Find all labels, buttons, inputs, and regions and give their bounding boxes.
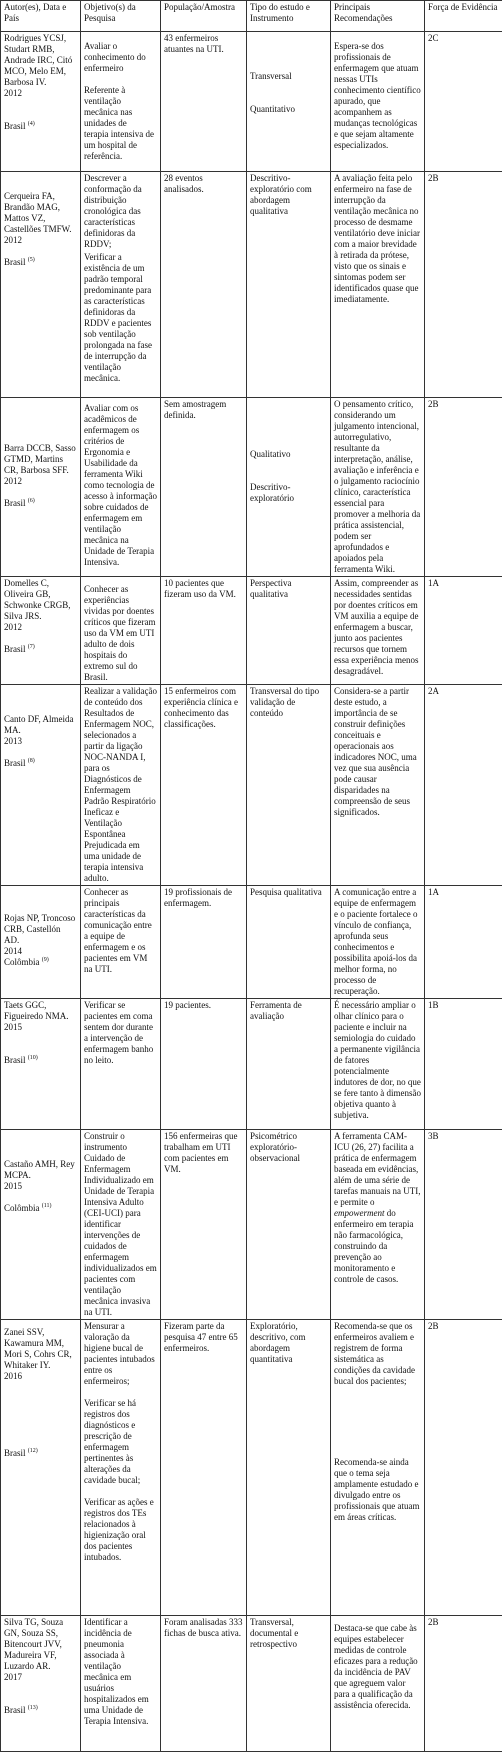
population-cell: Fizeram parte da pesquisa 47 entre 65 enfermeiros. — [161, 1320, 247, 1616]
recommendations-cell: Recomenda-se que os enfermeiros avaliem e registrem de forma sistemática as condições da cavidade bucal dos pacientes; Recomenda-se ainda que o tema seja amplamente estudado e divulgado entre os profissionais que atuam em áreas críticas. — [331, 1320, 425, 1616]
author-cell: Canto DF, Almeida MA. 2013 Brasil $^{(8)}$ — [1, 685, 81, 886]
type-cell: Ferramenta de avaliação — [247, 999, 331, 1130]
recommendations-cell: O pensamento crítico, considerando um julgamento intencional, autorregulativo, resultante da interpretação, análise, avaliação e inferência e o julgamento raciocínio clínico, característica essencial para promover a melhoria da prática assistencial, podem ser aprofundados e apoiados pela ferramenta Wiki. — [331, 398, 425, 577]
recommendations-cell: É necessário ampliar o olhar clínico para o paciente e incluir na semiologia do cuidado a permanente vigilância de fatores potencialmente indutores de dor, no que se fere tanto à dimensão objetiva quanto à subjetiva. — [331, 999, 425, 1130]
table-row — [1, 886, 502, 999]
population-cell: 10 pacientes que fizeram uso da VM. — [161, 577, 247, 685]
header-recommendations: Principais Recomendações — [331, 1, 425, 32]
recommendations-cell — [331, 1130, 425, 1320]
type-cell: Transversal Quantitativo — [247, 32, 331, 172]
strength-cell: 1B — [425, 999, 502, 1130]
objective-cell: Avaliar com os acadêmicos de enfermagem os critérios de Ergonomia e Usabilidade da ferramenta Wiki como tecnologia de acesso à informação sobre cuidados de enfermagem em ventilação mecânica na Unidade de Terapia Intensiva. — [81, 398, 161, 577]
table-row — [1, 1130, 502, 1320]
strength-cell: 2B — [425, 172, 502, 398]
header-row — [1, 1, 502, 32]
strength-cell: 1A — [425, 577, 502, 685]
type-cell: Transversal do tipo validação de conteúdo — [247, 685, 331, 886]
author-cell: Silva TG, Souza GN, Souza SS, Bitencourt JVV, Madureira VF, Luzardo AR. 2017 Brasil $^{(13)}$ — [1, 1616, 81, 1752]
population-cell: 19 profissionais de enfermagem. — [161, 886, 247, 999]
objective-cell: Mensurar a valoração da higiene bucal de pacientes intubados entre os enfermeiros; Verificar se há registros dos diagnósticos e prescrição de enfermagem pertinentes às alterações da cavidade bucal; Verificar as ações e registros dos TEs relacionados à higienização oral dos pacientes intubados. — [81, 1320, 161, 1616]
authors: Rodrigues YCSJ, Studart RMB, Andrade IRC, Citó MCO, Melo EM, Barbosa IV. — [4, 33, 77, 88]
table-row — [1, 999, 502, 1130]
author-cell: Castaño AMH, Rey MCPA. 2015 Colômbia $^{(11)}$ — [1, 1130, 81, 1320]
recommendations-cell: Assim, compreender as necessidades sentidas por doentes críticos em VM auxilia a equipe de enfermagem a buscar, junto aos pacientes recursos que tornem essa experiência menos desagradável. — [331, 577, 425, 685]
author-cell — [1, 32, 81, 172]
author-cell: Taets GGC, Figueiredo NMA. 2015 Brasil $^{(10)}$ — [1, 999, 81, 1130]
type-cell: Transversal, documental e retrospectivo — [247, 1616, 331, 1752]
strength-cell: 1A — [425, 886, 502, 999]
population-cell: 156 enfermeiras que trabalham em UTI com pacientes em VM. — [161, 1130, 247, 1320]
recommendations-cell: Espera-se dos profissionais de enfermagem que atuam nessas UTIs conhecimento científico apurado, que acompanhem as mudanças tecnológicas e que sejam altamente especializados. — [331, 32, 425, 172]
header-objective: Objetivo(s) da Pesquisa — [81, 1, 161, 32]
population-cell: 43 enfermeiros atuantes na UTI. — [161, 32, 247, 172]
type-cell: Perspectiva qualitativa — [247, 577, 331, 685]
objective-cell: Realizar a validação de conteúdo dos Resultados de Enfermagem NOC, selecionados a partir da ligação NOC-NANDA I, para os Diagnósticos de Enfermagem Padrão Respiratório Ineficaz e Ventilação Espontânea Prejudicada em uma unidade de terapia intensiva adulto. — [81, 685, 161, 886]
strength-cell: 2B — [425, 1320, 502, 1616]
strength-cell: 2B — [425, 1616, 502, 1752]
strength-cell: 2C — [425, 32, 502, 172]
table-row — [1, 32, 502, 172]
recommendations-cell: A comunicação entre a equipe de enfermagem e o paciente fortalece o vínculo de confiança, aprofunda seus conhecimentos e possibilita apoiá-los da melhor forma, no processo de recuperação. — [331, 886, 425, 999]
year: 2012 — [4, 88, 77, 99]
objective-cell: Avaliar o conhecimento do enfermeiro Referente à ventilação mecânica nas unidades de terapia intensiva de um hospital de referência. — [81, 32, 161, 172]
recommendations-cell: Destaca-se que cabe às equipes estabelecer medidas de controle eficazes para a redução da incidência de PAV que agreguem valor para a qualificação da assistência oferecida. — [331, 1616, 425, 1752]
type-cell: Descritivo-exploratório com abordagem qualitativa — [247, 172, 331, 398]
recommendation-text: A ferramenta CAM-ICU (26, 27) facilita a prática de enfermagem baseada em evidências, além de uma série de tarefas manuais na UTI, e permite o empowerment do enfermeiro em terapia não farmacológica, construindo da prevenção ao monitoramento e controle de casos. — [334, 1131, 421, 1285]
header-type: Tipo do estudo e Instrumento — [247, 1, 331, 32]
author-cell: Domelles C, Oliveira GB, Schwonke CRGB, Silva JRS. 2012 Brasil $^{(7)}$ — [1, 577, 81, 685]
population-cell: 28 eventos analisados. — [161, 172, 247, 398]
header-population: População/Amostra — [161, 1, 247, 32]
objective-cell: Verificar se pacientes em coma sentem dor durante a intervenção de enfermagem banho no leito. — [81, 999, 161, 1130]
table-row — [1, 172, 502, 398]
objective-cell: Conhecer as experiências vividas por doentes críticos que fizeram uso da VM em UTI adulto de dois hospitais do extremo sul do Brasil. — [81, 577, 161, 685]
author-cell: Barra DCCB, Sasso GTMD, Martins CR, Barbosa SFF. 2012 Brasil $^{(6)}$ — [1, 398, 81, 577]
table-row — [1, 685, 502, 886]
strength-cell: 3B — [425, 1130, 502, 1320]
table-row — [1, 1616, 502, 1752]
population-cell: 19 pacientes. — [161, 999, 247, 1130]
author-cell: Cerqueira FA, Brandão MAG, Mattos VZ, Castellões TMFW. 2012 Brasil $^{(5)}$ — [1, 172, 81, 398]
objective-cell: Descrever a conformação da distribuição cronológica das características definidoras da RDDV; Verificar a existência de um padrão temporal predominante para as características definidoras da RDDV e pacientes sob ventilação prolongada na fase de interrupção da ventilação mecânica. — [81, 172, 161, 398]
type-cell: Qualitativo Descritivo-exploratório — [247, 398, 331, 577]
header-strength: Força de Evidência — [425, 1, 502, 32]
objective-cell: Identificar a incidência de pneumonia associada à ventilação mecânica em usuários hospitalizados em uma Unidade de Terapia Intensiva. — [81, 1616, 161, 1752]
table-row — [1, 1320, 502, 1616]
type-cell: Pesquisa qualitativa — [247, 886, 331, 999]
strength-cell: 2B — [425, 398, 502, 577]
author-cell: Zanei SSV, Kawamura MM, Mori S, Cohrs CR, Whitaker IY. 2016 Brasil $^{(12)}$ — [1, 1320, 81, 1616]
objective-cell: Conhecer as principais características da comunicação entre a equipe de enfermagem e os pacientes em VM na UTI. — [81, 886, 161, 999]
author-cell: Rojas NP, Troncoso CRB, Castellón AD. 2014 Colômbia $^{(9)}$ — [1, 886, 81, 999]
table-row — [1, 577, 502, 685]
objective-cell: Construir o instrumento Cuidado de Enfermagem Individualizado em Unidade de Terapia Intensiva Adulto (CEI-UCI) para identificar intervenções de cuidados de enfermagem individualizados em pacientes com ventilação mecânica invasiva na UTI. — [81, 1130, 161, 1320]
table-row — [1, 398, 502, 577]
recommendations-cell: A avaliação feita pelo enfermeiro na fase de interrupção da ventilação mecânica no processo de desmame ventilatório deve iniciar com a maior brevidade à retirada da prótese, visto que os sinais e sintomas podem ser identificados quase que imediatamente. — [331, 172, 425, 398]
header-author: Autor(es), Data e País — [1, 1, 81, 32]
population-cell: Sem amostragem definida. — [161, 398, 247, 577]
country: Brasil $^{(4)}$ — [4, 121, 77, 132]
strength-cell: 2A — [425, 685, 502, 886]
recommendations-cell: Considera-se a partir deste estudo, a importância de se construir definições conceituais e operacionais aos indicadores NOC, uma vez que sua ausência pode causar disparidades na compreensão de seus significados. — [331, 685, 425, 886]
type-cell: Exploratório, descritivo, com abordagem quantitativa — [247, 1320, 331, 1616]
population-cell: Foram analisadas 333 fichas de busca ativa. — [161, 1616, 247, 1752]
population-cell: 15 enfermeiros com experiência clínica e conhecimento das classificações. — [161, 685, 247, 886]
type-cell: Psicométrico exploratório-observacional — [247, 1130, 331, 1320]
